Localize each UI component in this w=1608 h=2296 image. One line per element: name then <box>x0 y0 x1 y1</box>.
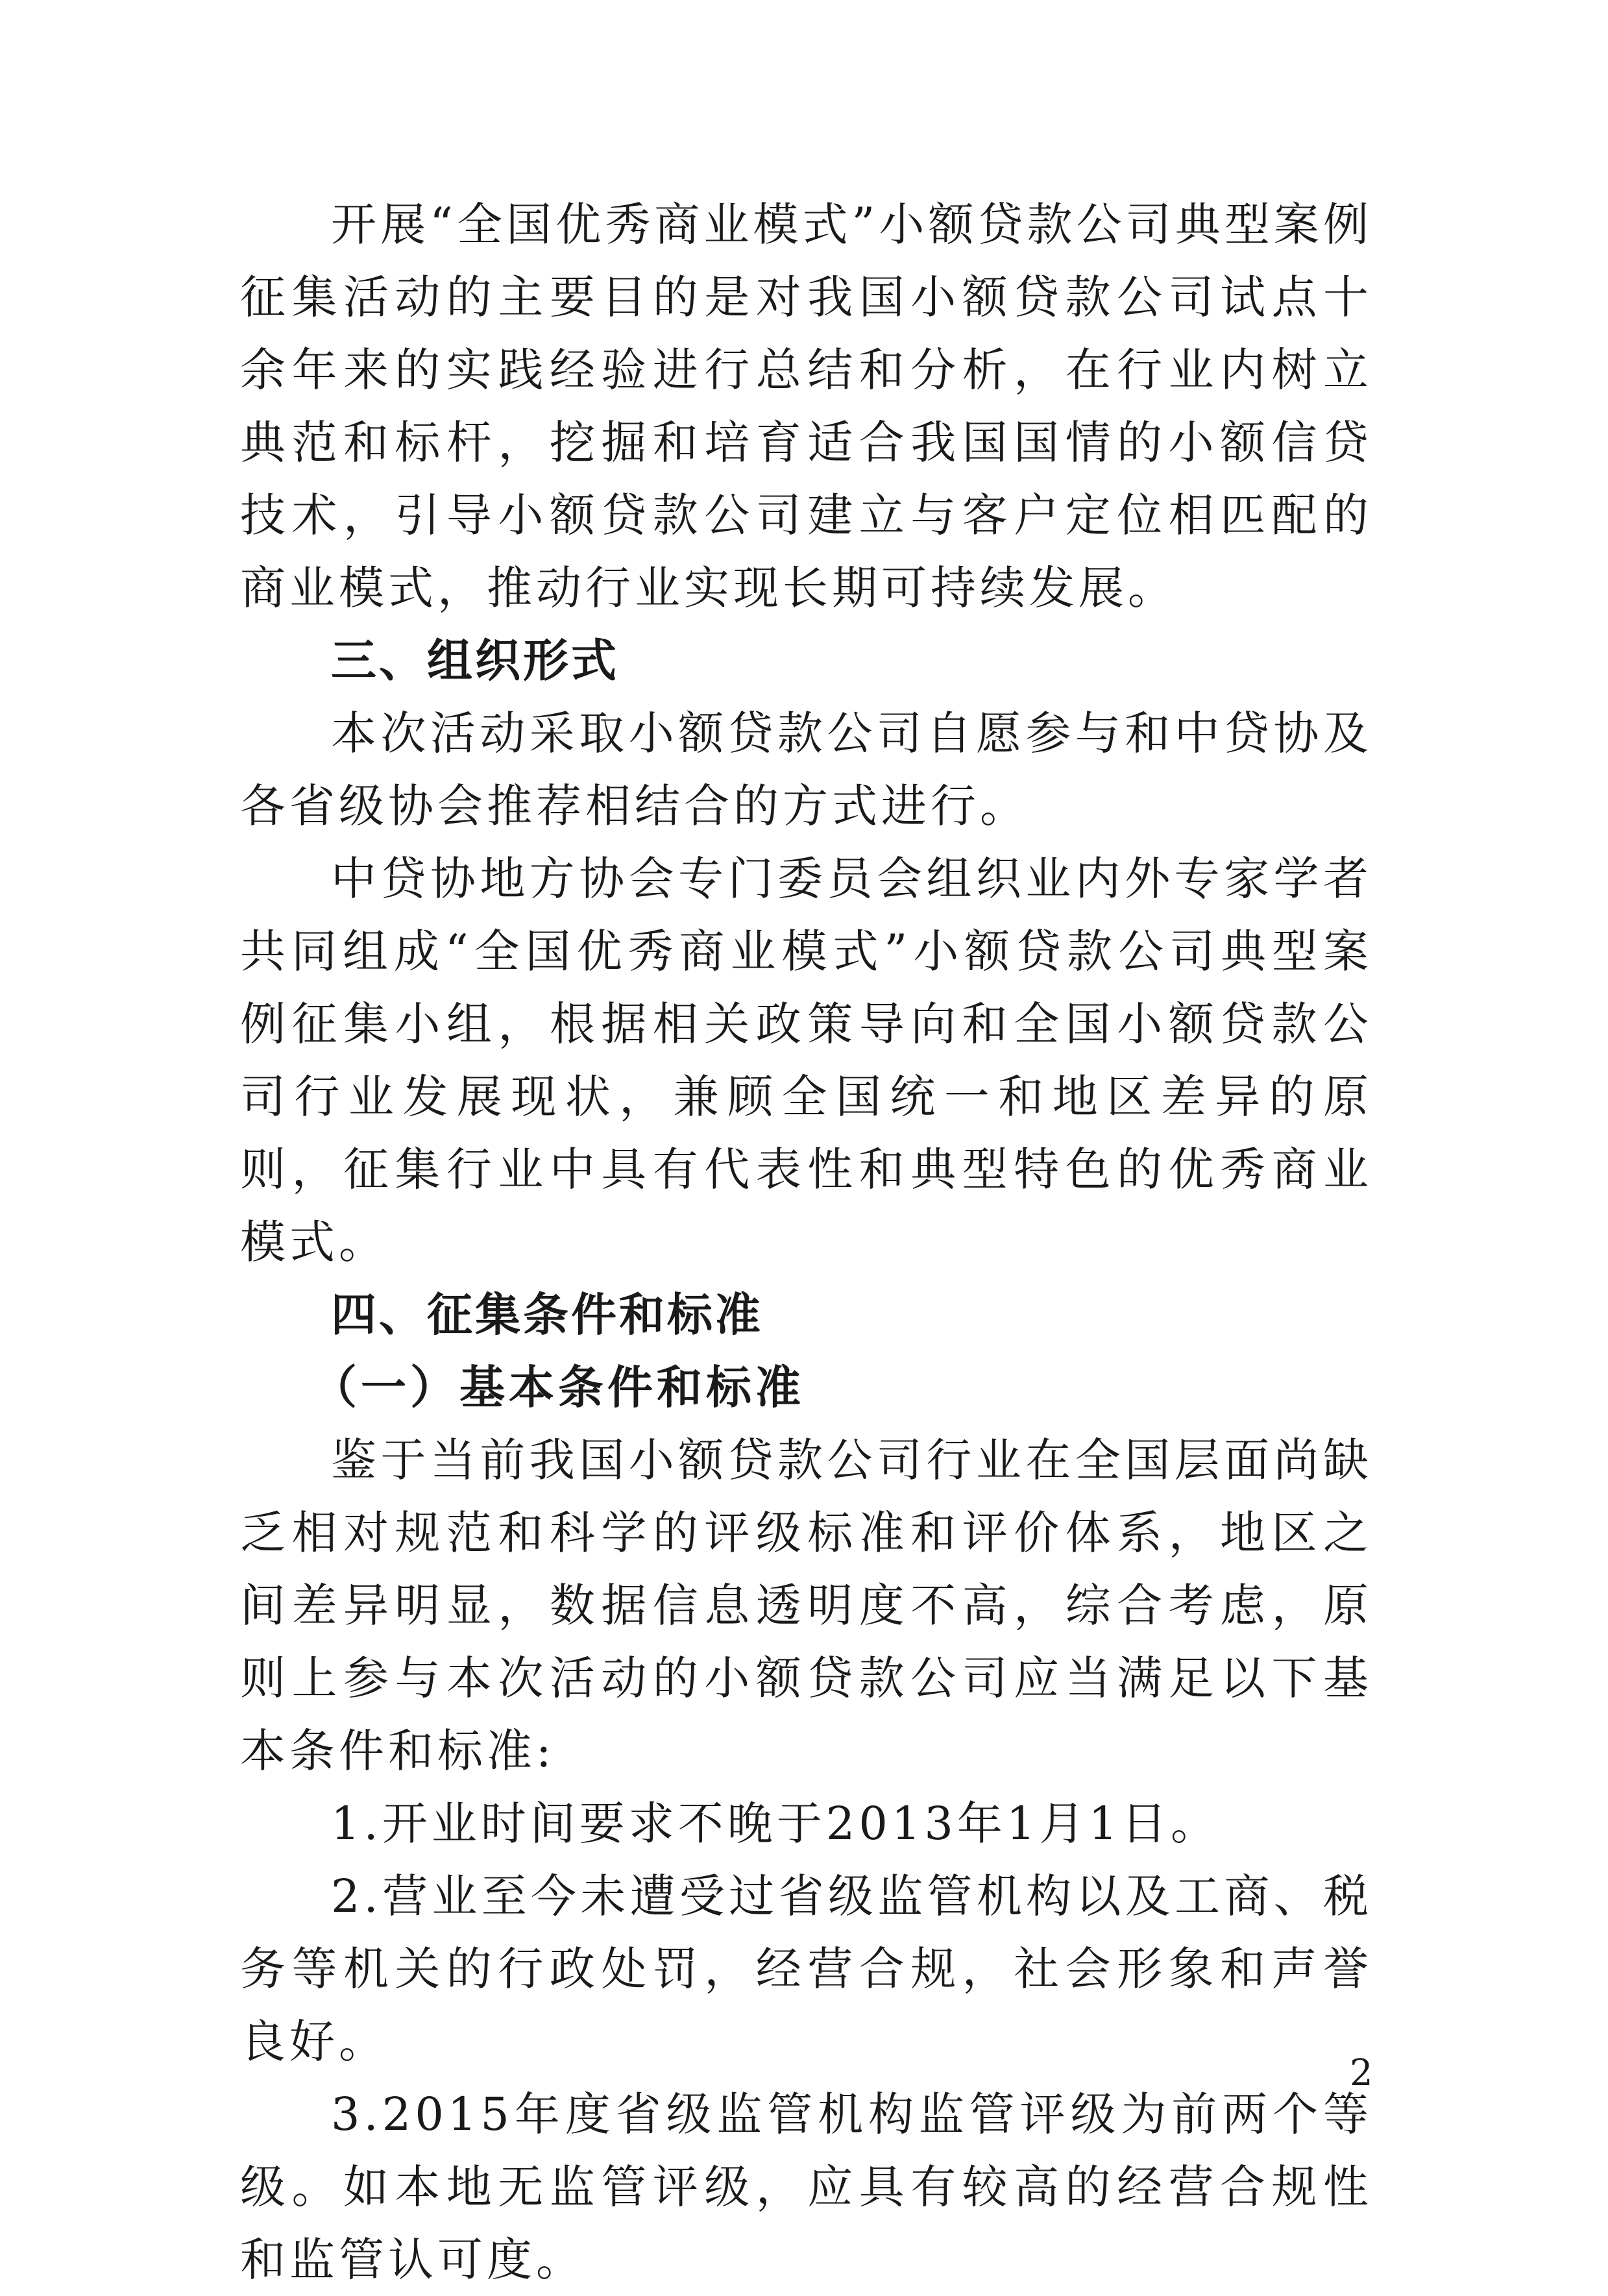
heading-organization-form: 三、组织形式 <box>331 634 619 687</box>
paragraph-purpose: 开展“全国优秀商业模式”小额贷款公司典型案例征集活动的主要目的是对我国小额贷款公司试点十余年来的实践经验进行总结和分析，在行业内树立典范和标杆，挖掘和培育适合我国国情的小额信贷技术，引导小额贷款公司建立与客户定位相匹配的商业模式，推动行业实现长期可持续发展。 <box>240 198 1372 615</box>
page-number: 2 <box>1350 2052 1373 2094</box>
heading-criteria: 四、征集条件和标准 <box>331 1288 763 1341</box>
list-item-opening-date: 1.开业时间要求不晚于2013年1月1日。 <box>331 1797 1221 1850</box>
document-body <box>240 188 1372 2296</box>
subheading-basic-criteria: （一）基本条件和标准 <box>311 1360 805 1414</box>
paragraph-criteria-intro: 鉴于当前我国小额贷款公司行业在全国层面尚缺乏相对规范和科学的评级标准和评价体系，地区之间差异明显，数据信息透明度不高，综合考虑，原则上参与本次活动的小额贷款公司应当满足以下基本条件和标准: <box>240 1434 1372 1777</box>
paragraph-committee: 中贷协地方协会专门委员会组织业内外专家学者共同组成“全国优秀商业模式”小额贷款公司典型案例征集小组，根据相关政策导向和全国小额贷款公司行业发展现状，兼顾全国统一和地区差异的原则，征集行业中具有代表性和典型特色的优秀商业模式。 <box>240 852 1372 1269</box>
paragraph-participation: 本次活动采取小额贷款公司自愿参与和中贷协及各省级协会推荐相结合的方式进行。 <box>240 707 1372 833</box>
list-item-rating: 3.2015年度省级监管机构监管评级为前两个等级。如本地无监管评级，应具有较高的经营合规性和监管认可度。 <box>240 2088 1372 2286</box>
list-item-no-penalty: 2.营业至今未遭受过省级监管机构以及工商、税务等机关的行政处罚，经营合规，社会形象和声誉良好。 <box>240 1870 1372 2068</box>
